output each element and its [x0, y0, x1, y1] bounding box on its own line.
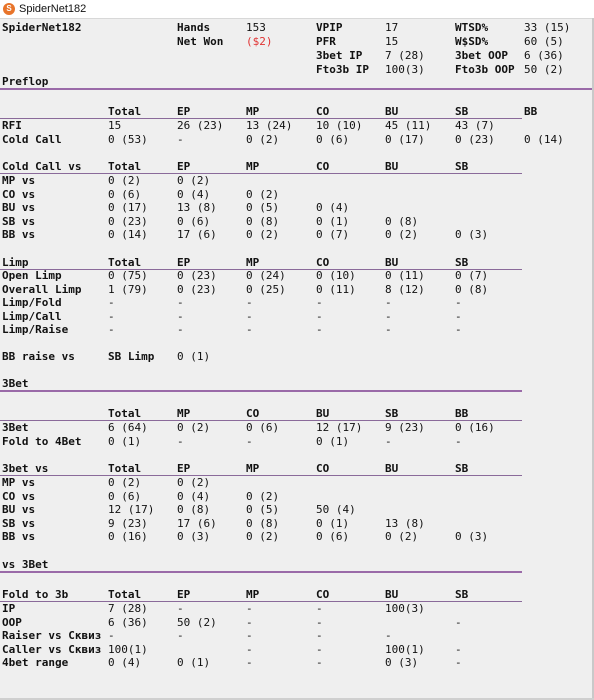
coldcall-vs-table-cell: 0 (6) [177, 214, 211, 228]
threebet-vs-table-cell: 0 (2) [385, 530, 419, 544]
stat-value: 60 (5) [524, 35, 564, 48]
rfi-table-cell: 43 (7) [455, 119, 495, 132]
rfi-table-cell: 0 (14) [524, 132, 564, 146]
threebet-table-row-label: Fold to 4Bet [2, 434, 82, 448]
threebet-vs-table-cell: 0 (3) [455, 530, 489, 544]
coldcall-vs-table-row-label: BB vs [2, 228, 36, 242]
rfi-table-header: CO [316, 105, 330, 118]
coldcall-vs-table-header: SB [455, 160, 469, 173]
threebet-vs-table-cell: 0 (6) [108, 489, 142, 503]
stat-label: Hands [177, 21, 211, 34]
coldcall-vs-table-header: Total [108, 160, 142, 173]
coldcall-vs-table-header: CO [316, 160, 330, 173]
stat-label: Fto3b IP [316, 63, 369, 76]
rfi-table-header: MP [246, 105, 260, 118]
fold-to-3bet-table-header: SB [455, 588, 469, 601]
threebet-vs-table-cell: 0 (8) [177, 503, 211, 517]
threebet-vs-table-header: SB [455, 462, 469, 475]
fold-to-3bet-table-cell: 6 (36) [108, 615, 148, 629]
threebet-vs-table-header: EP [177, 462, 191, 475]
fold-to-3bet-table-cell: - [316, 629, 323, 643]
coldcall-vs-table-cell: 0 (2) [385, 228, 419, 242]
fold-to-3bet-table-cell: - [316, 602, 323, 615]
stat-label: PFR [316, 35, 336, 48]
threebet-vs-table-row-label: BB vs [2, 530, 36, 544]
fold-to-3bet-table-cell: - [246, 602, 253, 615]
coldcall-vs-table-cell: 0 (5) [246, 201, 280, 215]
stat-label: Net Won [177, 35, 224, 48]
threebet-vs-table-cell: 0 (2) [246, 530, 280, 544]
window-titlebar [0, 0, 594, 19]
coldcall-vs-table-cell: 0 (8) [385, 214, 419, 228]
fold-to-3bet-table-cell: 100(3) [385, 602, 425, 615]
limp-table-header: EP [177, 256, 191, 269]
fold-to-3bet-table-cell: - [455, 642, 462, 656]
coldcall-vs-table-header: EP [177, 160, 191, 173]
threebet-vs-table-row-label: SB vs [2, 516, 36, 530]
coldcall-vs-table-header-underline [0, 173, 522, 174]
coldcall-vs-table-cell: 0 (8) [246, 214, 280, 228]
section-divider [0, 88, 594, 90]
limp-table-cell: - [108, 309, 115, 323]
stat-value: 33 (15) [524, 21, 571, 34]
limp-table-cell: 0 (24) [246, 269, 286, 282]
fold-to-3bet-table-header: MP [246, 588, 260, 601]
fold-to-3bet-table-cell: - [385, 629, 392, 643]
section-title-3bet: 3Bet [2, 377, 29, 390]
rfi-table-cell: 0 (23) [455, 132, 495, 146]
coldcall-vs-table-cell: 17 (6) [177, 228, 217, 242]
limp-table-cell: - [108, 323, 115, 337]
fold-to-3bet-table-header: CO [316, 588, 330, 601]
threebet-vs-table-cell: 0 (5) [246, 503, 280, 517]
section-title-preflop: Preflop [2, 75, 49, 88]
coldcall-vs-table-cell: 0 (23) [108, 214, 148, 228]
coldcall-vs-table-row-label: MP vs [2, 174, 36, 187]
limp-table-cell: 0 (8) [455, 282, 489, 296]
limp-table-row-label: Limp/Raise [2, 323, 69, 337]
limp-table-row-label: Limp/Fold [2, 296, 62, 310]
limp-table-cell: 1 (79) [108, 282, 148, 296]
threebet-table-cell: 0 (1) [316, 434, 350, 448]
limp-table-cell: - [455, 323, 462, 337]
threebet-vs-table-header: CO [316, 462, 330, 475]
threebet-table-header: CO [246, 407, 260, 420]
threebet-table-row-label: 3Bet [2, 421, 29, 434]
fold-to-3bet-table-cell: 0 (3) [385, 656, 419, 670]
threebet-vs-table-header: Total [108, 462, 142, 475]
limp-table-cell: - [455, 309, 462, 323]
fold-to-3bet-table-header-underline [0, 601, 522, 602]
coldcall-vs-table-cell: 0 (1) [316, 214, 350, 228]
fold-to-3bet-table-header: Fold to 3b [2, 588, 69, 601]
coldcall-vs-table-header: Cold Call vs [2, 160, 82, 173]
rfi-table-cell: 0 (17) [385, 132, 425, 146]
threebet-table-cell: - [385, 434, 392, 448]
limp-table-header: CO [316, 256, 330, 269]
limp-table-header: Total [108, 256, 142, 269]
rfi-table-header: Total [108, 105, 142, 118]
fold-to-3bet-table-cell: - [177, 602, 184, 615]
section-title-vs3bet: vs 3Bet [2, 558, 49, 571]
threebet-vs-table-cell: 0 (2) [108, 476, 142, 489]
rfi-table-cell: 45 (11) [385, 119, 432, 132]
limp-table-cell: - [108, 296, 115, 310]
rfi-table-cell: 15 [108, 119, 122, 132]
threebet-vs-table-cell: 9 (23) [108, 516, 148, 530]
stat-label: VPIP [316, 21, 343, 34]
threebet-table-cell: 0 (1) [108, 434, 142, 448]
threebet-table-header: SB [385, 407, 399, 420]
threebet-vs-table-cell: 0 (16) [108, 530, 148, 544]
threebet-vs-table-cell: 17 (6) [177, 516, 217, 530]
fold-to-3bet-table-row-label: Raiser vs Сквиз [2, 629, 102, 643]
fold-to-3bet-table-cell: - [316, 656, 323, 670]
threebet-vs-table-cell: 0 (8) [246, 516, 280, 530]
threebet-vs-table-row-label: BU vs [2, 503, 36, 517]
rfi-table-row-label: Cold Call [2, 132, 62, 146]
coldcall-vs-table-row-label: BU vs [2, 201, 36, 215]
threebet-vs-table-cell: 0 (2) [177, 476, 211, 489]
threebet-table-cell: 6 (64) [108, 421, 148, 434]
limp-table-cell: - [385, 323, 392, 337]
threebet-table-header: BB [455, 407, 469, 420]
rfi-table-cell: 0 (6) [316, 132, 350, 146]
fold-to-3bet-table-cell: - [455, 656, 462, 670]
coldcall-vs-table-row-label: CO vs [2, 187, 36, 201]
stat-label: W$SD% [455, 35, 489, 48]
bb-raise-vs-label: BB raise vs [2, 350, 75, 363]
threebet-vs-table-header: MP [246, 462, 260, 475]
stat-label: 3bet IP [316, 49, 363, 62]
stat-value: ($2) [246, 35, 273, 48]
fold-to-3bet-table-header: EP [177, 588, 191, 601]
limp-table-cell: - [316, 296, 323, 310]
coldcall-vs-table-cell: 0 (2) [246, 187, 280, 201]
limp-table-cell: - [246, 296, 253, 310]
stat-value: 100(3) [385, 63, 425, 76]
section-divider [0, 390, 522, 392]
limp-table-cell: - [316, 323, 323, 337]
limp-table-header: BU [385, 256, 399, 269]
threebet-table-cell: 12 (17) [316, 421, 363, 434]
rfi-table-cell: 10 (10) [316, 119, 363, 132]
fold-to-3bet-table-cell: 0 (4) [108, 656, 142, 670]
threebet-table-header: Total [108, 407, 142, 420]
limp-table-cell: 0 (7) [455, 269, 489, 282]
section-divider [0, 571, 522, 573]
threebet-vs-table-cell: 0 (4) [177, 489, 211, 503]
threebet-table-cell: 0 (2) [177, 421, 211, 434]
fold-to-3bet-table-cell: - [246, 656, 253, 670]
fold-to-3bet-table-cell: - [316, 642, 323, 656]
limp-table-row-label: Overall Limp [2, 282, 82, 296]
limp-table-cell: 0 (11) [385, 269, 425, 282]
limp-table-header: SB [455, 256, 469, 269]
coldcall-vs-table-cell: 0 (4) [316, 201, 350, 215]
stat-label: Fto3b OOP [455, 63, 515, 76]
fold-to-3bet-table-cell: - [108, 629, 115, 643]
threebet-table-cell: 0 (16) [455, 421, 495, 434]
threebet-table-cell: - [177, 434, 184, 448]
limp-table-cell: - [246, 309, 253, 323]
threebet-vs-table-header: BU [385, 462, 399, 475]
coldcall-vs-table-cell: 13 (8) [177, 201, 217, 215]
fold-to-3bet-table-header: BU [385, 588, 399, 601]
stat-label: WTSD% [455, 21, 489, 34]
limp-table-cell: - [246, 323, 253, 337]
fold-to-3bet-table-cell: 100(1) [385, 642, 425, 656]
rfi-table-cell: 26 (23) [177, 119, 224, 132]
stat-value: 50 (2) [524, 63, 564, 76]
rfi-table-header: BU [385, 105, 399, 118]
threebet-vs-table-cell: 12 (17) [108, 503, 155, 517]
fold-to-3bet-table-header: Total [108, 588, 142, 601]
coldcall-vs-table-cell: 0 (3) [455, 228, 489, 242]
stat-value: 6 (36) [524, 49, 564, 62]
bb-raise-vs-value: 0 (1) [177, 350, 211, 363]
rfi-table-header: EP [177, 105, 191, 118]
rfi-table-cell: 13 (24) [246, 119, 293, 132]
threebet-vs-table-header: 3bet vs [2, 462, 49, 475]
fold-to-3bet-table-cell: - [316, 615, 323, 629]
fold-to-3bet-table-cell: 0 (1) [177, 656, 211, 670]
rfi-table-cell: - [177, 132, 184, 146]
limp-table-header: MP [246, 256, 260, 269]
fold-to-3bet-table-row-label: Caller vs Сквиз [2, 642, 102, 656]
rfi-table-row-label: RFI [2, 119, 22, 132]
limp-table-cell: - [385, 309, 392, 323]
app-logo-icon: S [3, 3, 15, 15]
window-title: SpiderNet182 [19, 3, 87, 15]
stat-label: 3bet OOP [455, 49, 508, 62]
bb-raise-vs-sub: SB Limp [108, 350, 155, 363]
coldcall-vs-table-cell: 0 (7) [316, 228, 350, 242]
threebet-vs-table-row-label: CO vs [2, 489, 36, 503]
limp-table-cell: 8 (12) [385, 282, 425, 296]
limp-table-cell: 0 (23) [177, 282, 217, 296]
threebet-vs-table-row-label: MP vs [2, 476, 36, 489]
limp-table-cell: - [455, 296, 462, 310]
fold-to-3bet-table-row-label: 4bet range [2, 656, 69, 670]
rfi-table-cell: 0 (2) [246, 132, 280, 146]
rfi-table-header: SB [455, 105, 469, 118]
coldcall-vs-table-cell: 0 (2) [246, 228, 280, 242]
limp-table-cell: - [385, 296, 392, 310]
fold-to-3bet-table-row-label: OOP [2, 615, 22, 629]
coldcall-vs-table-cell: 0 (14) [108, 228, 148, 242]
coldcall-vs-table-row-label: SB vs [2, 214, 36, 228]
threebet-vs-table-cell: 0 (6) [316, 530, 350, 544]
limp-table-cell: - [177, 309, 184, 323]
limp-table-cell: 0 (25) [246, 282, 286, 296]
fold-to-3bet-table-cell: - [246, 629, 253, 643]
threebet-vs-table-cell: 13 (8) [385, 516, 425, 530]
coldcall-vs-table-cell: 0 (2) [177, 174, 211, 187]
fold-to-3bet-table-row-label: IP [2, 602, 16, 615]
limp-table-header: Limp [2, 256, 29, 269]
limp-table-cell: - [177, 296, 184, 310]
threebet-vs-table-header-underline [0, 475, 522, 476]
fold-to-3bet-table-cell: 50 (2) [177, 615, 217, 629]
fold-to-3bet-table-cell: 100(1) [108, 642, 148, 656]
fold-to-3bet-table-cell: - [246, 615, 253, 629]
limp-table-row-label: Open Limp [2, 269, 62, 282]
fold-to-3bet-table-cell: 7 (28) [108, 602, 148, 615]
threebet-table-cell: 0 (6) [246, 421, 280, 434]
coldcall-vs-table-cell: 0 (17) [108, 201, 148, 215]
limp-table-cell: - [316, 309, 323, 323]
coldcall-vs-table-cell: 0 (6) [108, 187, 142, 201]
threebet-table-cell: - [246, 434, 253, 448]
limp-table-row-label: Limp/Call [2, 309, 62, 323]
limp-table-cell: 0 (23) [177, 269, 217, 282]
coldcall-vs-table-header: BU [385, 160, 399, 173]
rfi-table-header: BB [524, 105, 538, 118]
stat-value: 153 [246, 21, 266, 34]
threebet-table-cell: 9 (23) [385, 421, 425, 434]
threebet-table-cell: - [455, 434, 462, 448]
limp-table-cell: 0 (75) [108, 269, 148, 282]
coldcall-vs-table-cell: 0 (2) [108, 174, 142, 187]
stat-value: 15 [385, 35, 399, 48]
threebet-vs-table-cell: 0 (1) [316, 516, 350, 530]
coldcall-vs-table-header: MP [246, 160, 260, 173]
stat-value: 7 (28) [385, 49, 425, 62]
threebet-table-header: MP [177, 407, 191, 420]
threebet-vs-table-cell: 0 (2) [246, 489, 280, 503]
player-name: SpiderNet182 [2, 21, 82, 34]
stat-value: 17 [385, 21, 399, 34]
limp-table-cell: - [177, 323, 184, 337]
threebet-vs-table-cell: 50 (4) [316, 503, 356, 517]
threebet-table-header: BU [316, 407, 330, 420]
fold-to-3bet-table-cell: - [246, 642, 253, 656]
limp-table-cell: 0 (11) [316, 282, 356, 296]
coldcall-vs-table-cell: 0 (4) [177, 187, 211, 201]
fold-to-3bet-table-cell: - [455, 615, 462, 629]
threebet-vs-table-cell: 0 (3) [177, 530, 211, 544]
limp-table-cell: 0 (10) [316, 269, 356, 282]
fold-to-3bet-table-cell: - [177, 629, 184, 643]
rfi-table-cell: 0 (53) [108, 132, 148, 146]
